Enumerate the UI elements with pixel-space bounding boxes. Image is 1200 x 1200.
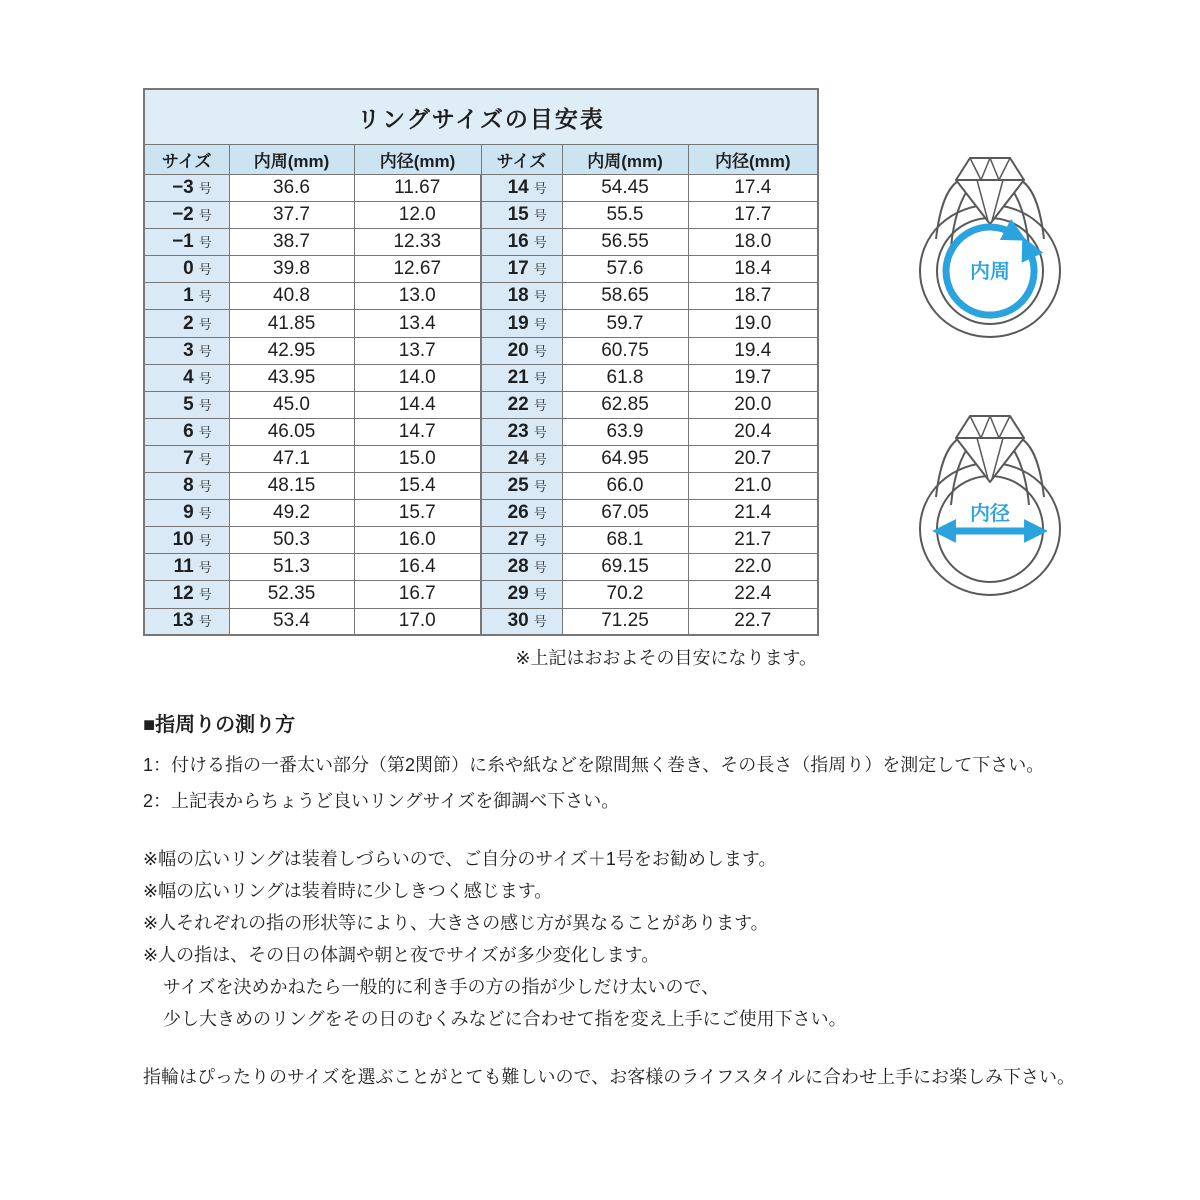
value-cell: 68.1 <box>562 527 688 554</box>
text-line: ※人の指は、その日の体調や朝と夜でサイズが多少変化します。 <box>143 945 660 965</box>
table-row <box>144 554 818 581</box>
size-cell: −1 号 <box>144 229 229 256</box>
value-cell: 19.0 <box>688 310 818 337</box>
value-cell: 19.4 <box>688 337 818 364</box>
size-cell: −2 号 <box>144 202 229 229</box>
value-cell: 55.5 <box>562 202 688 229</box>
value-cell: 40.8 <box>229 283 354 310</box>
table-row <box>144 202 818 229</box>
value-cell: 63.9 <box>562 418 688 445</box>
value-cell: 58.65 <box>562 283 688 310</box>
value-cell: 16.0 <box>354 527 481 554</box>
col-header-size-2: サイズ <box>481 145 562 175</box>
table-footnote: ※上記はおおよその目安になります。 <box>515 648 817 668</box>
size-cell: 3 号 <box>144 337 229 364</box>
size-cell: 7 号 <box>144 445 229 472</box>
text-line: 2：上記表からちょうど良いリングサイズを御調べ下さい。 <box>143 791 620 811</box>
value-cell: 14.7 <box>354 418 481 445</box>
col-header-diameter-1: 内径(mm) <box>354 145 481 175</box>
col-header-circumference-1: 内周(mm) <box>229 145 354 175</box>
value-cell: 53.4 <box>229 608 354 635</box>
closing-note: 指輪はぴったりのサイズを選ぶことがとても難しいので、お客様のライフスタイルに合わせ上手にお楽しみ下さい。 <box>143 1067 1076 1087</box>
value-cell: 17.7 <box>688 202 818 229</box>
circumference-label: 内周 <box>970 261 1010 283</box>
value-cell: 19.7 <box>688 364 818 391</box>
value-cell: 47.1 <box>229 445 354 472</box>
size-cell: 5 号 <box>144 391 229 418</box>
value-cell: 41.85 <box>229 310 354 337</box>
table-row <box>144 229 818 256</box>
value-cell: 17.0 <box>354 608 481 635</box>
value-cell: 71.25 <box>562 608 688 635</box>
value-cell: 57.6 <box>562 256 688 283</box>
value-cell: 18.0 <box>688 229 818 256</box>
value-cell: 45.0 <box>229 391 354 418</box>
value-cell: 70.2 <box>562 581 688 608</box>
value-cell: 54.45 <box>562 175 688 202</box>
table-row <box>144 445 818 472</box>
value-cell: 14.4 <box>354 391 481 418</box>
size-cell: 25 号 <box>481 473 562 500</box>
size-cell: 2 号 <box>144 310 229 337</box>
size-cell: 1 号 <box>144 283 229 310</box>
value-cell: 15.0 <box>354 445 481 472</box>
size-cell: 27 号 <box>481 527 562 554</box>
diameter-label: 内径 <box>970 503 1010 525</box>
text-line: サイズを決めかねたら一般的に利き手の方の指が少しだけ太いので、 <box>163 977 720 997</box>
table-row <box>144 364 818 391</box>
table-row <box>144 527 818 554</box>
ring-size-table <box>143 88 819 636</box>
table-row <box>144 256 818 283</box>
value-cell: 22.7 <box>688 608 818 635</box>
value-cell: 38.7 <box>229 229 354 256</box>
table-row <box>144 337 818 364</box>
table-row <box>144 473 818 500</box>
value-cell: 11.67 <box>354 175 481 202</box>
value-cell: 50.3 <box>229 527 354 554</box>
value-cell: 21.7 <box>688 527 818 554</box>
value-cell: 20.0 <box>688 391 818 418</box>
text-line: ※幅の広いリングは装着時に少しきつく感じます。 <box>143 881 553 901</box>
value-cell: 42.95 <box>229 337 354 364</box>
value-cell: 52.35 <box>229 581 354 608</box>
value-cell: 67.05 <box>562 500 688 527</box>
size-cell: 18 号 <box>481 283 562 310</box>
table-row <box>144 175 818 202</box>
value-cell: 48.15 <box>229 473 354 500</box>
value-cell: 16.4 <box>354 554 481 581</box>
value-cell: 12.33 <box>354 229 481 256</box>
ring-circumference-diagram <box>872 144 1108 394</box>
value-cell: 64.95 <box>562 445 688 472</box>
size-cell: 12 号 <box>144 581 229 608</box>
size-cell: 14 号 <box>481 175 562 202</box>
value-cell: 22.0 <box>688 554 818 581</box>
table-row <box>144 500 818 527</box>
size-cell: 30 号 <box>481 608 562 635</box>
value-cell: 66.0 <box>562 473 688 500</box>
value-cell: 69.15 <box>562 554 688 581</box>
value-cell: 62.85 <box>562 391 688 418</box>
value-cell: 51.3 <box>229 554 354 581</box>
size-cell: 6 号 <box>144 418 229 445</box>
text-line: ※人それぞれの指の形状等により、大きさの感じ方が異なることがあります。 <box>143 913 769 933</box>
value-cell: 15.7 <box>354 500 481 527</box>
size-cell: 29 号 <box>481 581 562 608</box>
size-cell: 20 号 <box>481 337 562 364</box>
value-cell: 13.7 <box>354 337 481 364</box>
value-cell: 20.7 <box>688 445 818 472</box>
size-cell: 0 号 <box>144 256 229 283</box>
size-cell: 16 号 <box>481 229 562 256</box>
value-cell: 22.4 <box>688 581 818 608</box>
value-cell: 18.4 <box>688 256 818 283</box>
table-title: リングサイズの目安表 <box>144 89 818 145</box>
col-header-size-1: サイズ <box>144 145 229 175</box>
value-cell: 46.05 <box>229 418 354 445</box>
size-cell: 26 号 <box>481 500 562 527</box>
size-cell: 22 号 <box>481 391 562 418</box>
value-cell: 43.95 <box>229 364 354 391</box>
value-cell: 59.7 <box>562 310 688 337</box>
size-cell: 13 号 <box>144 608 229 635</box>
table-row <box>144 283 818 310</box>
text-line: ※幅の広いリングは装着しづらいので、ご自分のサイズ＋1号をお勧めします。 <box>143 849 777 869</box>
ring-diameter-diagram <box>872 402 1108 652</box>
value-cell: 39.8 <box>229 256 354 283</box>
text-line: 少し大きめのリングをその日のむくみなどに合わせて指を変え上手にご使用下さい。 <box>163 1009 847 1029</box>
size-cell: 15 号 <box>481 202 562 229</box>
value-cell: 18.7 <box>688 283 818 310</box>
col-header-circumference-2: 内周(mm) <box>562 145 688 175</box>
size-cell: 8 号 <box>144 473 229 500</box>
value-cell: 60.75 <box>562 337 688 364</box>
size-cell: 24 号 <box>481 445 562 472</box>
size-cell: 9 号 <box>144 500 229 527</box>
size-cell: −3 号 <box>144 175 229 202</box>
value-cell: 16.7 <box>354 581 481 608</box>
diamond-ring-icon <box>920 158 1060 337</box>
value-cell: 17.4 <box>688 175 818 202</box>
value-cell: 21.0 <box>688 473 818 500</box>
value-cell: 61.8 <box>562 364 688 391</box>
size-cell: 28 号 <box>481 554 562 581</box>
table-title-row <box>144 89 818 145</box>
col-header-diameter-2: 内径(mm) <box>688 145 818 175</box>
value-cell: 13.4 <box>354 310 481 337</box>
value-cell: 21.4 <box>688 500 818 527</box>
value-cell: 15.4 <box>354 473 481 500</box>
value-cell: 36.6 <box>229 175 354 202</box>
size-cell: 10 号 <box>144 527 229 554</box>
table-header-row <box>144 145 818 175</box>
value-cell: 49.2 <box>229 500 354 527</box>
table-row <box>144 310 818 337</box>
size-cell: 19 号 <box>481 310 562 337</box>
size-cell: 21 号 <box>481 364 562 391</box>
value-cell: 56.55 <box>562 229 688 256</box>
table-row <box>144 608 818 635</box>
size-cell: 23 号 <box>481 418 562 445</box>
size-cell: 4 号 <box>144 364 229 391</box>
size-cell: 17 号 <box>481 256 562 283</box>
measuring-section-heading: ■指周りの測り方 <box>143 714 296 736</box>
size-cell: 11 号 <box>144 554 229 581</box>
value-cell: 20.4 <box>688 418 818 445</box>
value-cell: 12.0 <box>354 202 481 229</box>
table-row <box>144 581 818 608</box>
value-cell: 12.67 <box>354 256 481 283</box>
table-row <box>144 418 818 445</box>
value-cell: 13.0 <box>354 283 481 310</box>
value-cell: 37.7 <box>229 202 354 229</box>
value-cell: 14.0 <box>354 364 481 391</box>
text-line: 1：付ける指の一番太い部分（第2関節）に糸や紙などを隙間無く巻き、その長さ（指周り）を測定して下さい。 <box>143 755 1045 775</box>
table-row <box>144 391 818 418</box>
